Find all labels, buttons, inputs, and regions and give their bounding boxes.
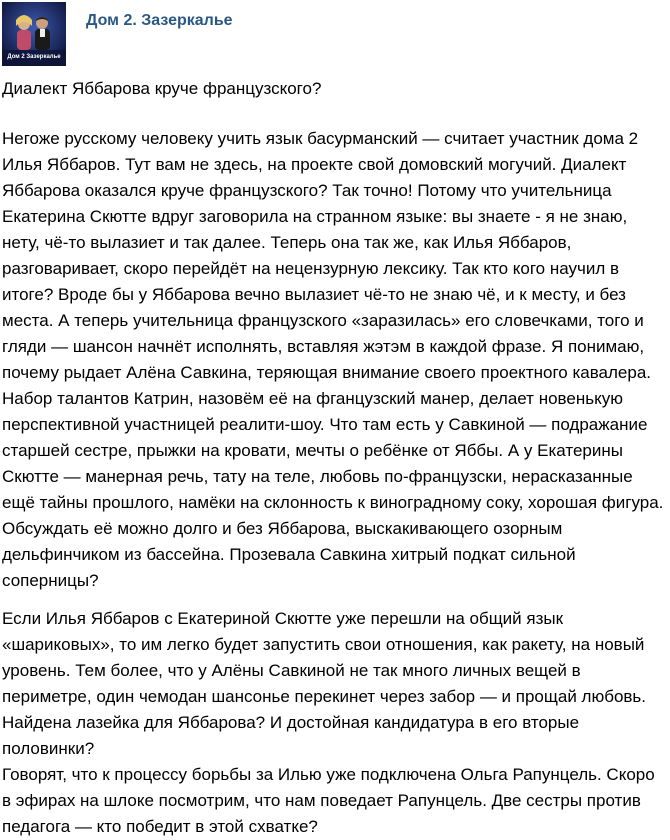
community-avatar[interactable] — [2, 2, 66, 66]
avatar-caption: Дом 2 Зазеркалье — [7, 54, 61, 60]
post-title: Диалект Яббарова круче французского? — [2, 79, 322, 98]
post-paragraph-2: Если Илья Яббаров с Екатериной Скютте уже перешли на общий язык «шариковых», то им легко будет запустить свои отношения, как ракету, на новый уровень. Тем более, что у Алёны Савкиной не так много личных вещей в периметре, один чемодан шансонье перекинет через забор — и прощай любовь. Найдена лазейка для Яббарова? И достойная кандидатура в его вторые половинки? — [2, 609, 647, 758]
paragraph-spacer — [2, 114, 666, 126]
post-paragraph-1: Негоже русскому человеку учить язык басурманский — считает участник дома 2 Илья Яббаров. Тут вам не здесь, на проекте свой домовский могучий. Диалект Яббарова оказался круче французского? Так точно! Потому что учительница Екатерина Скютте вдруг заговорила на странном языке: вы знаете - я не знаю, нету, чё-то вылазиет и так далее. Теперь она так же, как Илья Яббаров, разговаривает, скоро перейдёт на нецензурную лексику. Так кто кого научил в итоге? Вроде бы у Яббарова вечно вылазиет чё-то не знаю чё, и к месту, и без места. А теперь учительница французского «заразилась» его словечками, того и гляди — шансон начнёт исполнять, вставляя жэтэм в каждой фразе. Я понимаю, почему рыдает Алёна Савкина, теряющая внимание своего проектного кавалера. Набор талантов Катрин, назовём её на фганцузский манер, делает новенькую перспективной участницей реалити-шоу. Что там есть у Савкиной — подражание старшей сестре, прыжки на кровати, мечты о ребёнке от Яббы. А у Екатерины Скютте — манерная речь, тату на теле, любовь по-французски, нерасказанные ещё тайны прошлого, намёки на склонность к виноградному соку, хорошая фигура. Обсуждать её можно долго и без Яббарова, выскакивающего озорным дельфинчиком из бассейна. Прозевала Савкина хитрый подкат сильной соперницы? — [2, 129, 664, 590]
community-name-link[interactable]: Дом 2. Зазеркалье — [86, 12, 233, 29]
post-body — [2, 76, 666, 840]
avatar-image — [2, 2, 66, 66]
paragraph-spacer — [2, 594, 666, 606]
post-header — [0, 0, 670, 70]
post-paragraph-3: Говорят, что к процессу борьбы за Илью уже подключена Ольга Рапунцель. Скоро в эфирах на шлоке посмотрим, что нам поведает Рапунцель. Две сестры против педагога — кто победит в этой схватке? — [2, 765, 655, 836]
